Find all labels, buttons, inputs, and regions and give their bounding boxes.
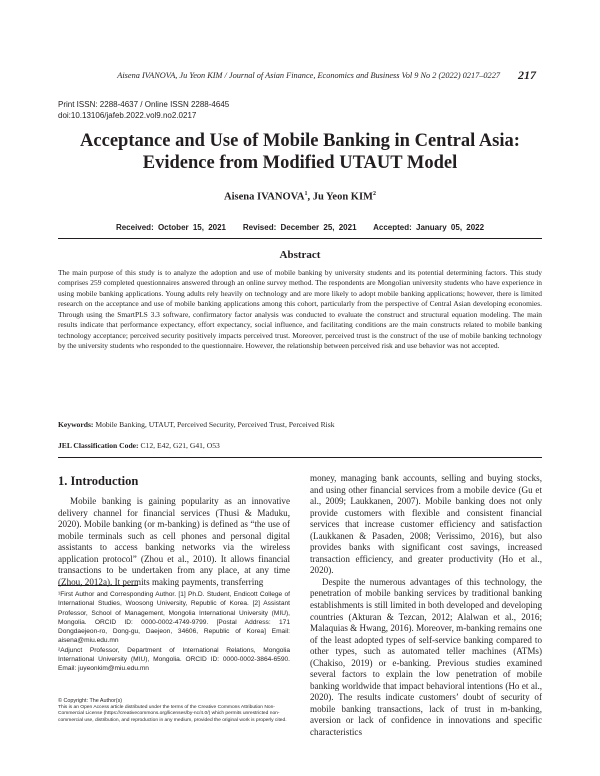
license-text: This is an Open Access article distributed under the terms of the Creative Commons Attribution Non-Commercial License (https://creativecommons.org/licenses/by-nc/4.0/) which permits unrestricted non-commercial use, distribution, and reproduction in any medium, provided the original work is properly cited. [58, 704, 287, 723]
received-date: Received: October 15, 2021 [115, 223, 226, 232]
abstract-heading: Abstract [279, 249, 321, 261]
author-2-footnote: ²Adjunct Professor, Department of International Relations, Mongolia International University (MIU), Mongolia. ORCID ID: 0000-0002-3864-6590. Email: juyeonkim@miu.edu.mn [58, 646, 290, 673]
abstract-body: The main purpose of this study is to analyze the adoption and use of mobile banking by university students and its potential determining factors. This study comprises 259 completed questionnaires answered through an online survey method. The respondents are Mongolian university students who have experience in using mobile banking applications. Young adults rely heavily on technology and are more likely to adopt mobile banking applications; however, there is limited research on the acceptance and use of mobile banking applications among this cohort, particularly from the perspective of Central Asian developing economies. Through using the SmartPLS 3.3 software, confirmatory factor analysis was conducted to evaluate the construct and structural equation modeling. The main results indicate that performance expectancy, effort expectancy, social influence, and facilitating conditions are the main constructs related to mobile banking technology acceptance; perceived security positively impacts perceived trust. Moreover, perceived trust is the construct of the use of mobile banking technology by the university students who responded to the questionnaire. However, the relationship between perceived risk and use behavior was not accepted. [58, 268, 542, 351]
doi-line: doi:10.13106/jafeb.2022.vol9.no2.0217 [58, 111, 197, 120]
introduction-heading: 1. Introduction [58, 474, 139, 488]
article-dates [58, 223, 542, 232]
license-footnote [58, 698, 290, 724]
left-column [58, 496, 290, 588]
author-1-affiliation: 1 [304, 191, 308, 197]
title-line-2: Evidence from Modified UTAUT Model [142, 153, 458, 173]
right-column [310, 473, 542, 739]
accepted-date: Accepted: January 05, 2022 [373, 223, 485, 232]
author-2: Ju Yeon KIM [312, 191, 373, 203]
jel-label: JEL Classification Code: [58, 441, 139, 450]
author-footnote [58, 590, 290, 674]
author-1-footnote: ¹First Author and Corresponding Author. [1] Ph.D. Student, Endicott College of International Studies, Woosong University, Republic of Korea. [2] Assistant Professor, School of Management, Mongolia International University (MIU), Mongolia. ORCID ID: 0000-0002-4749-9799. [Postal Address: 171 Dongdaejeon-ro, Dong-gu, Daejeon, 34606, Republic of Korea] Email: aisena@miu.edu.mn [58, 591, 290, 645]
issn-block [58, 99, 229, 121]
page-number: 217 [518, 68, 536, 82]
revised-date: Revised: December 25, 2021 [242, 223, 357, 232]
running-head: Aisena IVANOVA, Ju Yeon KIM / Journal of Asian Finance, Economics and Business Vol 9 No 2 (2022) 0217–0227 [117, 71, 500, 80]
author-1: Aisena IVANOVA [224, 191, 305, 203]
keywords-text: Mobile Banking, UTAUT, Perceived Security, Perceived Trust, Perceived Risk [93, 420, 335, 429]
author-separator: , [307, 191, 313, 203]
paper-title [58, 130, 542, 174]
jel-text: C12, E42, G21, G41, O53 [138, 441, 220, 450]
keywords [58, 420, 542, 429]
issn-line: Print ISSN: 2288-4637 / Online ISSN 2288-4645 [58, 100, 230, 109]
authors [58, 191, 542, 203]
copyright-line: © Copyright: The Author(s) [58, 698, 123, 704]
jel-codes [58, 441, 542, 450]
abstract-top-rule [58, 238, 542, 239]
author-2-affiliation: 2 [372, 191, 376, 197]
intro-paragraph-1-continued: money, managing bank accounts, selling and buying stocks, and using other financial services from a mobile device (Gu et al., 2009; Laukkanen, 2007). Mobile banking does not only provide customers with flexible and consistent financial services that increase customer efficiency and satisfaction (Laukkanen & Pasaden, 2008; Verissimo, 2016), but also provides banks with significant cost savings, increased transaction efficiency, and greater productivity (Ho et al., 2020). [310, 473, 542, 576]
keywords-label: Keywords: [58, 420, 94, 429]
intro-paragraph-1: Mobile banking is gaining popularity as an innovative delivery channel for financial services (Thusi & Maduku, 2020). Mobile banking (or m-banking) is defined as “the use of mobile terminals such as cell phones and personal digital assistants to access banking networks via the wireless application protocol” (Zhou et al., 2010). It allows financial transactions to be undertaken from any place, at any time (Zhou, 2012a). It permits making payments, transferring [58, 496, 290, 587]
footnote-rule [58, 585, 138, 586]
title-line-1: Acceptance and Use of Mobile Banking in Central Asia: [80, 131, 520, 151]
abstract-bottom-rule [58, 457, 542, 458]
intro-paragraph-2: Despite the numerous advantages of this technology, the penetration of mobile banking services by traditional banking establishments is still limited in both developed and developing countries (Akturan & Tezcan, 2012; Alalwan et al., 2016; Malaquias & Hwang, 2016). Moreover, m-banking remains one of the least adopted types of self-service banking compared to other types, such as automated teller machines (ATMs) (Chakiso, 2019) or e-banking. Previous studies examined several factors to explain the low penetration of mobile banking worldwide that impact behavioral intentions (Ho et al., 2020). The results indicate customers’ doubt of security of mobile banking transactions, lack of trust in m-banking, aversion or lack of confidence in innovations and specific characteristics [310, 576, 542, 738]
